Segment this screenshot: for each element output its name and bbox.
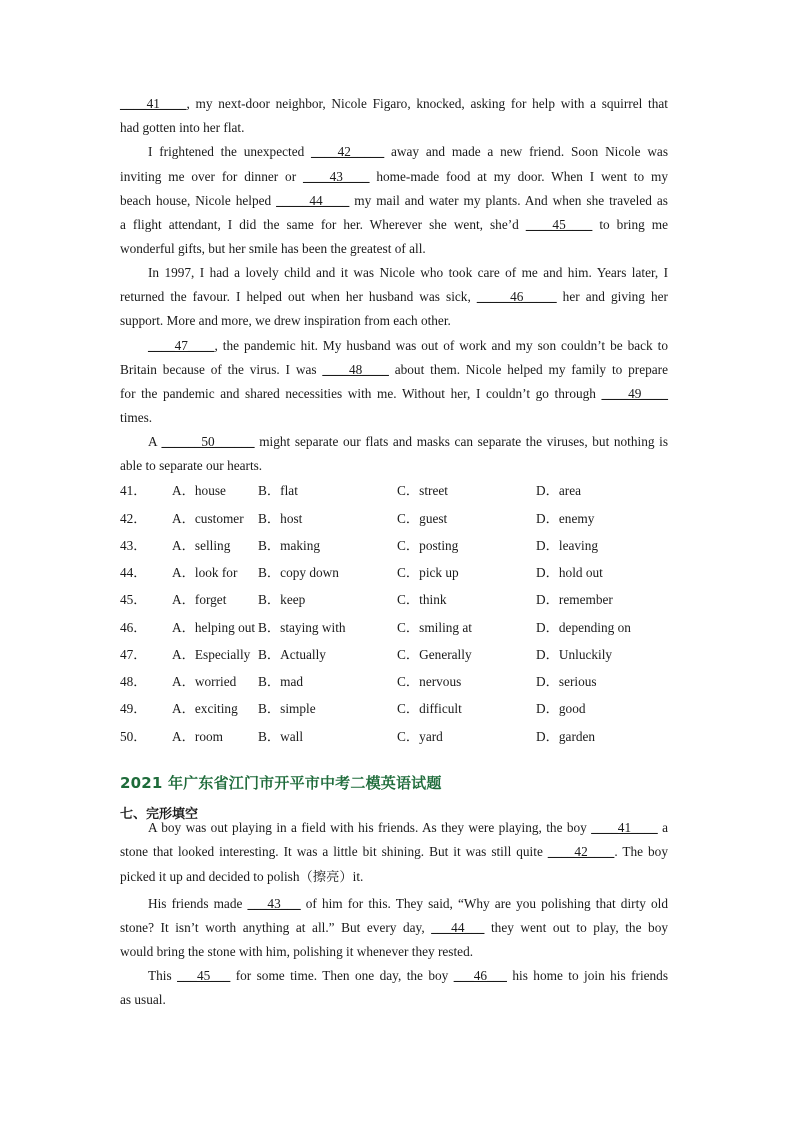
- question-number: 46．: [120, 620, 147, 635]
- option-b[interactable]: B．Actually: [258, 647, 326, 662]
- answer-blank: ____41____: [120, 96, 187, 111]
- question-number: 43．: [120, 538, 147, 553]
- answer-blank: ____43____: [303, 169, 370, 184]
- option-a[interactable]: A．customer: [172, 511, 244, 526]
- option-b[interactable]: B．host: [258, 511, 303, 526]
- answer-blank: ___45___: [177, 968, 231, 983]
- answer-blank: ____45____: [525, 217, 593, 232]
- question-number: 48．: [120, 674, 147, 689]
- passage-line: picked it up and decided to polish（擦亮）it.: [120, 869, 364, 884]
- answer-blank: ____49____: [601, 386, 668, 401]
- option-a[interactable]: A．exciting: [172, 701, 238, 716]
- option-d[interactable]: D．remember: [536, 592, 613, 607]
- option-a[interactable]: A．forget: [172, 592, 227, 607]
- passage-line: Britain because of the virus. I was ____48____ about them. Nicole helped my family to prepare: [120, 362, 669, 377]
- passage-line: A ______50______ might separate our flats and masks can separate the viruses, but nothing is: [148, 434, 668, 449]
- option-row-44: [120, 564, 680, 582]
- passage-line: times.: [120, 410, 153, 425]
- option-b[interactable]: B．mad: [258, 674, 304, 689]
- question-number: 44．: [120, 565, 147, 580]
- question-number: 41．: [120, 483, 147, 498]
- option-d[interactable]: D．enemy: [536, 511, 595, 526]
- option-row-46: [120, 619, 680, 637]
- option-a[interactable]: A．room: [172, 729, 223, 744]
- option-d[interactable]: D．garden: [536, 729, 596, 744]
- answer-blank: ___43___: [247, 896, 301, 911]
- option-row-43: [120, 537, 680, 555]
- option-a[interactable]: A．look for: [172, 565, 238, 580]
- section-subtitle: 七、完形填空: [120, 807, 199, 822]
- passage-line: would bring the stone with him, polishing it whenever they rested.: [120, 944, 474, 959]
- question-number: 47．: [120, 647, 147, 662]
- option-c[interactable]: C．pick up: [397, 565, 459, 580]
- passage-line: able to separate our hearts.: [120, 458, 263, 473]
- option-b[interactable]: B．wall: [258, 729, 304, 744]
- option-row-41: [120, 482, 680, 500]
- section-title: 2021 年广东省江门市开平市中考二模英语试题: [120, 774, 442, 792]
- passage-line: returned the favour. I helped out when her husband was sick, _____46_____ her and giving her: [120, 289, 668, 304]
- answer-blank: ___46___: [453, 968, 507, 983]
- option-d[interactable]: D．leaving: [536, 538, 599, 553]
- option-b[interactable]: B．simple: [258, 701, 316, 716]
- option-c[interactable]: C．posting: [397, 538, 459, 553]
- option-a[interactable]: A．house: [172, 483, 226, 498]
- option-c[interactable]: C．Generally: [397, 647, 472, 662]
- passage-line: beach house, Nicole helped _____44____ my mail and water my plants. And when she traveled as: [120, 193, 668, 208]
- answer-blank: ____42_____: [311, 144, 385, 159]
- option-d[interactable]: D．Unluckily: [536, 647, 613, 662]
- option-row-47: [120, 646, 680, 664]
- option-a[interactable]: A．selling: [172, 538, 231, 553]
- option-row-50: [120, 728, 680, 746]
- option-a[interactable]: A．worried: [172, 674, 237, 689]
- option-b[interactable]: B．flat: [258, 483, 298, 498]
- passage-line: had gotten into her flat.: [120, 120, 245, 135]
- option-b[interactable]: B．copy down: [258, 565, 339, 580]
- answer-blank: ______50______: [161, 434, 255, 449]
- option-row-45: [120, 591, 680, 609]
- option-row-42: [120, 510, 680, 528]
- answer-blank: ___44___: [431, 920, 485, 935]
- passage-line: support. More and more, we drew inspiration from each other.: [120, 313, 451, 328]
- option-b[interactable]: B．staying with: [258, 620, 346, 635]
- passage-line: His friends made ___43___ of him for this. They said, “Why are you polishing that dirty old: [148, 896, 668, 911]
- answer-blank: _____44____: [276, 193, 350, 208]
- question-number: 50．: [120, 729, 147, 744]
- option-c[interactable]: C．smiling at: [397, 620, 472, 635]
- option-d[interactable]: D．serious: [536, 674, 597, 689]
- passage-line: In 1997, I had a lovely child and it was Nicole who took care of me and him. Years later, I: [148, 265, 668, 280]
- option-c[interactable]: C．yard: [397, 729, 443, 744]
- answer-blank: ____47____: [148, 338, 215, 353]
- answer-blank: _____46_____: [476, 289, 557, 304]
- question-number: 49．: [120, 701, 147, 716]
- answer-blank: ____48____: [322, 362, 389, 377]
- passage-line: inviting me over for dinner or ____43____ home-made food at my door. When I went to my: [120, 169, 668, 184]
- passage-line: A boy was out playing in a field with his friends. As they were playing, the boy ____41____ a: [148, 820, 668, 835]
- option-c[interactable]: C．nervous: [397, 674, 462, 689]
- option-b[interactable]: B．making: [258, 538, 321, 553]
- passage-line: stone that looked interesting. It was a little bit shining. But it was still quite ____42____. The boy: [120, 844, 668, 859]
- option-d[interactable]: D．hold out: [536, 565, 603, 580]
- option-a[interactable]: A．Especially: [172, 647, 251, 662]
- option-d[interactable]: D．area: [536, 483, 582, 498]
- passage-line: as usual.: [120, 992, 166, 1007]
- option-b[interactable]: B．keep: [258, 592, 306, 607]
- passage-line: ____41____, my next-door neighbor, Nicole Figaro, knocked, asking for help with a squirrel that: [120, 96, 668, 111]
- passage-line: ____47____, the pandemic hit. My husband was out of work and my son couldn’t be back to: [148, 338, 668, 353]
- passage-line: a flight attendant, I did the same for her. Wherever she went, she’d ____45____ to bring me: [120, 217, 668, 232]
- option-row-48: [120, 673, 680, 691]
- question-number: 42．: [120, 511, 147, 526]
- answer-blank: ____42____: [547, 844, 615, 859]
- passage-line: stone? It isn’t worth anything at all.” But every day, ___44___ they went out to play, the boy: [120, 920, 668, 935]
- option-d[interactable]: D．good: [536, 701, 586, 716]
- option-c[interactable]: C．think: [397, 592, 447, 607]
- passage-line: This ___45___ for some time. Then one day, the boy ___46___ his home to join his friends: [148, 968, 669, 983]
- option-c[interactable]: C．street: [397, 483, 448, 498]
- passage-line: I frightened the unexpected ____42_____ away and made a new friend. Soon Nicole was: [148, 144, 668, 159]
- option-a[interactable]: A．helping out: [172, 620, 256, 635]
- option-c[interactable]: C．difficult: [397, 701, 462, 716]
- answer-blank: ____41____: [591, 820, 658, 835]
- passage-line: wonderful gifts, but her smile has been the greatest of all.: [120, 241, 426, 256]
- option-row-49: [120, 700, 680, 718]
- passage-line: for the pandemic and shared necessities with me. Without her, I couldn’t go through ____49____: [120, 386, 668, 401]
- option-d[interactable]: D．depending on: [536, 620, 631, 635]
- question-number: 45．: [120, 592, 147, 607]
- option-c[interactable]: C．guest: [397, 511, 448, 526]
